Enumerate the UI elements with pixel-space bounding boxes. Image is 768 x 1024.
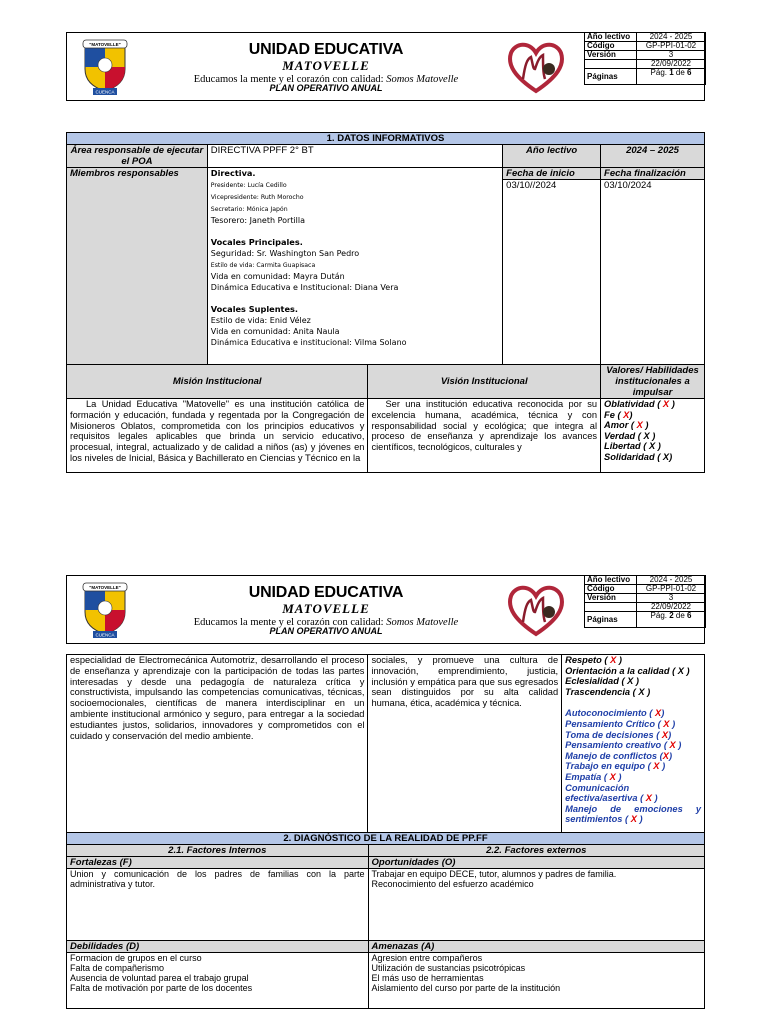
page-number: Pág. 2 de 6 bbox=[637, 612, 706, 628]
datos-informativos-table bbox=[66, 132, 705, 473]
amenazas-label: Amenazas (A) bbox=[368, 941, 704, 953]
oportunidades-label: Oportunidades (O) bbox=[368, 857, 704, 869]
school-crest-logo bbox=[75, 578, 135, 640]
start-date-cell: Fecha de inicio 03/10//2024 bbox=[503, 168, 601, 365]
header-title-block bbox=[167, 41, 485, 93]
school-motto: Educamos la mente y el corazón con calidad: Somos Matovelle bbox=[193, 617, 459, 628]
document-meta-table: Año lectivo 2024 - 2025 Código GP-PPI-01-02 Versión 3 22/09/2022 Páginas Pág. 1 de 6 bbox=[584, 32, 706, 85]
diagnostico-table bbox=[66, 832, 705, 1009]
valores-list-part1: Oblatividad ( X ) Fe ( X) Amor ( X ) Verdad ( X ) Libertad ( X ) Solidaridad ( X) bbox=[601, 399, 705, 473]
school-title: UNIDAD EDUCATIVA bbox=[248, 41, 404, 58]
vision-label: Visión Institucional bbox=[368, 365, 601, 399]
page2-content-table bbox=[66, 654, 705, 833]
fortalezas-label: Fortalezas (F) bbox=[67, 857, 369, 869]
year-value: 2024 – 2025 bbox=[601, 145, 705, 168]
school-subtitle: MATOVELLE bbox=[282, 58, 370, 73]
document-name: PLAN OPERATIVO ANUAL bbox=[269, 83, 383, 93]
year-label: Año lectivo bbox=[503, 145, 601, 168]
oportunidades-list: Trabajar en equipo DECE, tutor, alumnos y padres de familia. Reconocimiento del esfuerzo académico bbox=[368, 869, 704, 941]
header-title-block bbox=[167, 584, 485, 636]
svg-text:CUENCA: CUENCA bbox=[95, 632, 115, 638]
area-label: Área responsable de ejecutar el POA bbox=[67, 145, 208, 168]
members-label: Miembros responsables bbox=[67, 168, 208, 365]
school-crest-logo bbox=[75, 35, 135, 97]
members-list: Directiva. Presidente: Lucía Cedillo Vicepresidente: Ruth Morocho Secretario: Mónica Japón Tesorero: Janeth Portilla Vocales Principales. Seguridad: Sr. Washington San Pedro Estilo de vida: Carmita Guapisaca Vida en comunidad: Mayra Dután Dinámica Educativa e Institucional: Diana Vera Vocales Suplentes. Estilo de vida: Enid Vélez Vida en comunidad: Anita Naula Dinámica Educativa e institucional: Vilma Solano bbox=[207, 168, 502, 365]
section1-title: 1. DATOS INFORMATIVOS bbox=[67, 133, 705, 145]
svg-text:"MATOVELLE": "MATOVELLE" bbox=[89, 42, 121, 47]
debilidades-label: Debilidades (D) bbox=[67, 941, 369, 953]
school-title: UNIDAD EDUCATIVA bbox=[248, 584, 404, 601]
habilidades-list: Autoconocimiento ( X) Pensamiento Crítico ( X ) Toma de decisiones ( X) Pensamiento creativo ( X ) Manejo de conflictos (X) Trabajo en equipo ( X ) Empatía ( X ) Comunicación efectiva/asertiva ( X ) Manejo de emociones y sentimientos ( X ) bbox=[565, 708, 701, 825]
school-subtitle: MATOVELLE bbox=[282, 601, 370, 616]
page2-header bbox=[66, 575, 705, 644]
heart-monogram-logo bbox=[505, 582, 567, 638]
document-meta-table: Año lectivo 2024 - 2025 Código GP-PPI-01-02 Versión 3 22/09/2022 Páginas Pág. 2 de 6 bbox=[584, 575, 706, 628]
amenazas-list: Agresion entre compañeros Utilización de sustancias psicotrópicas El más uso de herramientas Aislamiento del curso por parte de la institución bbox=[368, 953, 704, 1009]
area-value: DIRECTIVA PPFF 2° BT bbox=[207, 145, 502, 168]
mision-label: Misión Institucional bbox=[67, 365, 368, 399]
debilidades-list: Formacion de grupos en el curso Falta de compañerismo Ausencia de voluntad parea el trabajo grupal Falta de motivación por parte de los docentes bbox=[67, 953, 369, 1009]
page1-header bbox=[66, 32, 705, 101]
valores-list-part2: Respeto ( X ) Orientación a la calidad ( X ) Eclesialidad ( X ) Trascendencia ( X ) Autoconocimiento ( X) Pensamiento Crítico ( X ) Toma de decisiones ( X) Pensamiento creativo ( X ) Manejo de conflictos (X) Trabajo en equipo ( X ) Empatía ( X ) Comunicación efectiva/asertiva ( X ) Manejo de emociones y sentimientos ( X ) bbox=[562, 655, 705, 833]
vision-text-part1: Ser una institución educativa reconocida por su excelencia humana, académica, técnica y con responsabilidad social y ecológica; que integra al proceso de enseñanza y aprendizaje los avances científicos, tecnológicos, culturales y bbox=[368, 399, 601, 473]
externos-label: 2.2. Factores externos bbox=[368, 845, 704, 857]
vision-text-part2: sociales, y promueve una cultura de innovación, emprendimiento, justicia, inclusión y empática para que sus egresados sean distinguidos por su alta calidad humana, ética, académica y técnica. bbox=[368, 655, 562, 833]
end-date-cell: Fecha finalización 03/10/2024 bbox=[601, 168, 705, 365]
mision-text-part1: La Unidad Educativa "Matovelle" es una institución católica de formación y educación, fundada y regentada por la Congregación de Misioneros Oblatos, comprometida con los principios educativos y requisitos legales aplicables que brinda un servicio educativo, procesual, integral, actualizado y de calidad a niños (as) y jóvenes en los niveles de Inicial, Básica y Bachillerato en Ciencias y Técnico en la bbox=[67, 399, 368, 473]
svg-text:"MATOVELLE": "MATOVELLE" bbox=[89, 585, 121, 590]
internos-label: 2.1. Factores Internos bbox=[67, 845, 369, 857]
mision-text-part2: especialidad de Electromecánica Automotriz, desarrollando el proceso de enseñanza y aprendizaje con la participación de todas las partes interesadas y desde una pedagogía de naturaleza crítica y constructivista, impulsando las competencias comunicativas, técnicas, socioemocionales, científicas de manera interdisciplinar en un ambiente institucional armónico y seguro, para entregar a la sociedad estudiantes justos, solidarios, innovadores y comprometidos con el cuidado y conservación del medio ambiente. bbox=[67, 655, 368, 833]
heart-monogram-logo bbox=[505, 39, 567, 95]
section2-title: 2. DIAGNÓSTICO DE LA REALIDAD DE PP.FF bbox=[67, 833, 705, 845]
school-motto: Educamos la mente y el corazón con calidad: Somos Matovelle bbox=[193, 74, 459, 85]
fortalezas-list: Union y comunicación de los padres de familias con la parte administrativa y tutor. bbox=[67, 869, 369, 941]
document-name: PLAN OPERATIVO ANUAL bbox=[269, 626, 383, 636]
page-number: Pág. 1 de 6 bbox=[637, 69, 706, 85]
valores-label: Valores/ Habilidades institucionales a impulsar bbox=[601, 365, 705, 399]
svg-text:CUENCA: CUENCA bbox=[95, 89, 115, 95]
